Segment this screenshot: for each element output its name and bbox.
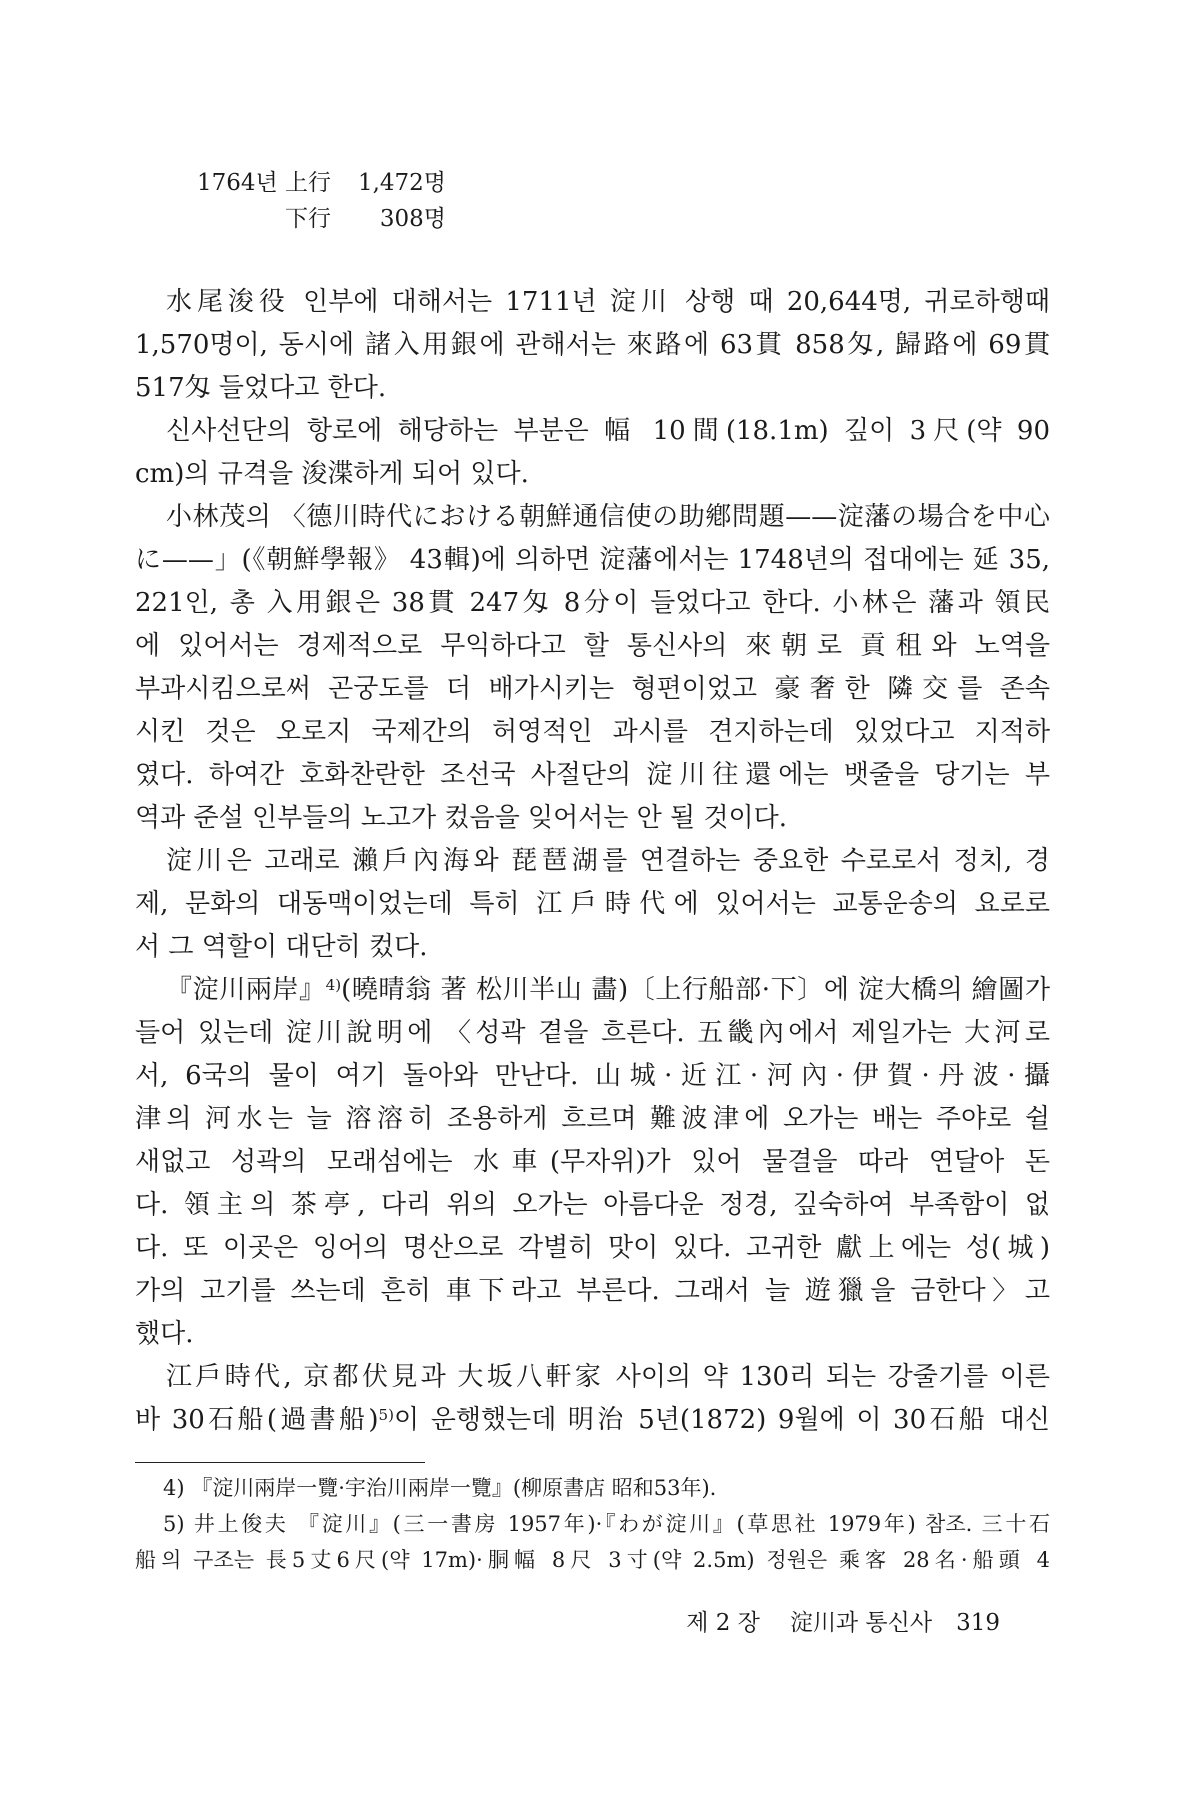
text-line: 제, 문화의 대동맥이었는데 특히 江戶時代에 있어서는 교통운송의 요로로 — [135, 889, 1050, 919]
text-line — [135, 969, 1050, 1012]
paragraph — [135, 969, 1050, 1356]
paragraph — [135, 1356, 1050, 1442]
text-segment: 『淀川兩岸』 — [166, 975, 326, 1005]
text-segment: 이 운행했는데 明治 5년(1872) 9월에 이 30石船 대신 — [394, 1405, 1050, 1435]
footnote — [135, 1506, 1050, 1578]
text-line: 517匁 들었다고 한다. — [135, 373, 387, 403]
text-line: 가의 고기를 쓰는데 흔히 車下라고 부른다. 그래서 늘 遊獵을 금한다〉고 — [135, 1276, 1050, 1306]
text-line: 들어 있는데 淀川說明에 〈성곽 곁을 흐른다. 五畿內에서 제일가는 大河로 — [135, 1018, 1050, 1048]
text-line: 했다. — [135, 1319, 194, 1349]
text-line: 津의 河水는 늘 溶溶히 조용하게 흐르며 難波津에 오가는 배는 주야로 쉴 — [135, 1104, 1050, 1134]
text-line: 221인, 총 入用銀은 38貫 247匁 8分이 들었다고 한다. 小林은 藩과 領民 — [135, 588, 1050, 618]
paragraph — [135, 410, 1050, 496]
footnotes — [135, 1470, 1050, 1578]
paragraph — [135, 840, 1050, 969]
footnote-line: 4) 『淀川兩岸一覽·宇治川兩岸一覽』(柳原書店 昭和53年). — [163, 1476, 717, 1500]
footnote-line: 5) 井上俊夫 『淀川』(三一書房 1957年)·『わが淀川』(草思社 1979年) 참조. 三十石 — [163, 1512, 1050, 1536]
footnote-ref: 5) — [378, 1405, 394, 1424]
footnote-line: 船의 구조는 長5丈6尺(약 17m)·胴幅 8尺 3寸(약 2.5m) 정원은 乘客 28名·船頭 4 — [135, 1548, 1050, 1572]
text-line: 부과시킴으로써 곤궁도를 더 배가시키는 형편이었고 豪奢한 隣交를 존속 — [135, 674, 1050, 704]
text-line — [135, 1399, 1050, 1442]
statistics-table — [197, 165, 446, 237]
text-line: 신사선단의 항로에 해당하는 부분은 幅 10間(18.1m) 깊이 3尺(약 90 — [166, 416, 1050, 446]
text-line: 시킨 것은 오로지 국제간의 허영적인 과시를 견지하는데 있었다고 지적하 — [135, 717, 1050, 747]
paragraph — [135, 281, 1050, 410]
paragraph — [135, 496, 1050, 840]
text-line: 江戶時代, 京都伏見과 大坂八軒家 사이의 약 130리 되는 강줄기를 이른 — [166, 1362, 1050, 1392]
chapter-label: 제 2 장 — [686, 1610, 760, 1636]
text-line: 서, 6국의 물이 여기 돌아와 만난다. 山城·近江·河內·伊賀·丹波·攝 — [135, 1061, 1050, 1091]
text-line: 水尾浚役 인부에 대해서는 1711년 淀川 상행 때 20,644명, 귀로하행때 — [166, 287, 1050, 317]
page-number: 319 — [956, 1610, 1000, 1636]
count-cell: 1,472명 — [357, 170, 446, 196]
text-line: 였다. 하여간 호화찬란한 조선국 사절단의 淀川往還에는 뱃줄을 당기는 부 — [135, 760, 1050, 790]
year-cell: 1764년 — [197, 170, 278, 196]
page-footer — [686, 1606, 1000, 1640]
text-line: 다. 또 이곳은 잉어의 명산으로 각별히 맛이 있다. 고귀한 獻上에는 성(城) — [135, 1233, 1050, 1263]
footnote-divider — [135, 1462, 425, 1463]
text-line: に——」(《朝鮮學報》 43輯)에 의하면 淀藩에서는 1748년의 접대에는 延 35, — [135, 545, 1050, 575]
text-line: 서 그 역할이 대단히 컸다. — [135, 932, 428, 962]
direction-cell: 下行 — [285, 206, 331, 232]
footnote-ref: 4) — [325, 975, 342, 994]
text-segment: (曉晴翁 著 松川半山 畵)〔上行船部·下〕에 淀大橋의 繪圖가 — [341, 975, 1050, 1005]
text-line: cm)의 규격을 浚渫하게 되어 있다. — [135, 459, 529, 489]
direction-cell: 上行 — [285, 170, 331, 196]
text-line: 小林茂의 〈德川時代における朝鮮通信使の助鄕問題——淀藩の場合を中心 — [166, 502, 1050, 532]
text-line: 다. 領主의 茶亭, 다리 위의 오가는 아름다운 정경, 깊숙하여 부족함이 없 — [135, 1190, 1050, 1220]
chapter-title: 淀川과 통신사 — [789, 1610, 933, 1636]
text-line: 1,570명이, 동시에 諸入用銀에 관해서는 來路에 63貫 858匁, 歸路에 69貫 — [135, 330, 1050, 360]
text-line: 淀川은 고래로 瀨戶內海와 琵琶湖를 연결하는 중요한 수로로서 정치, 경 — [166, 846, 1050, 876]
empty-year-cell — [197, 201, 279, 237]
text-line: 역과 준설 인부들의 노고가 컸음을 잊어서는 안 될 것이다. — [135, 803, 788, 833]
text-line: 에 있어서는 경제적으로 무익하다고 할 통신사의 來朝로 貢租와 노역을 — [135, 631, 1050, 661]
count-cell: 308명 — [379, 206, 446, 232]
text-line: 새없고 성곽의 모래섬에는 水車(무자위)가 있어 물결을 따라 연달아 돈 — [135, 1147, 1050, 1177]
text-segment: 바 30石船(過書船) — [135, 1405, 379, 1435]
footnote — [135, 1470, 1050, 1506]
body-text — [135, 281, 1050, 1442]
